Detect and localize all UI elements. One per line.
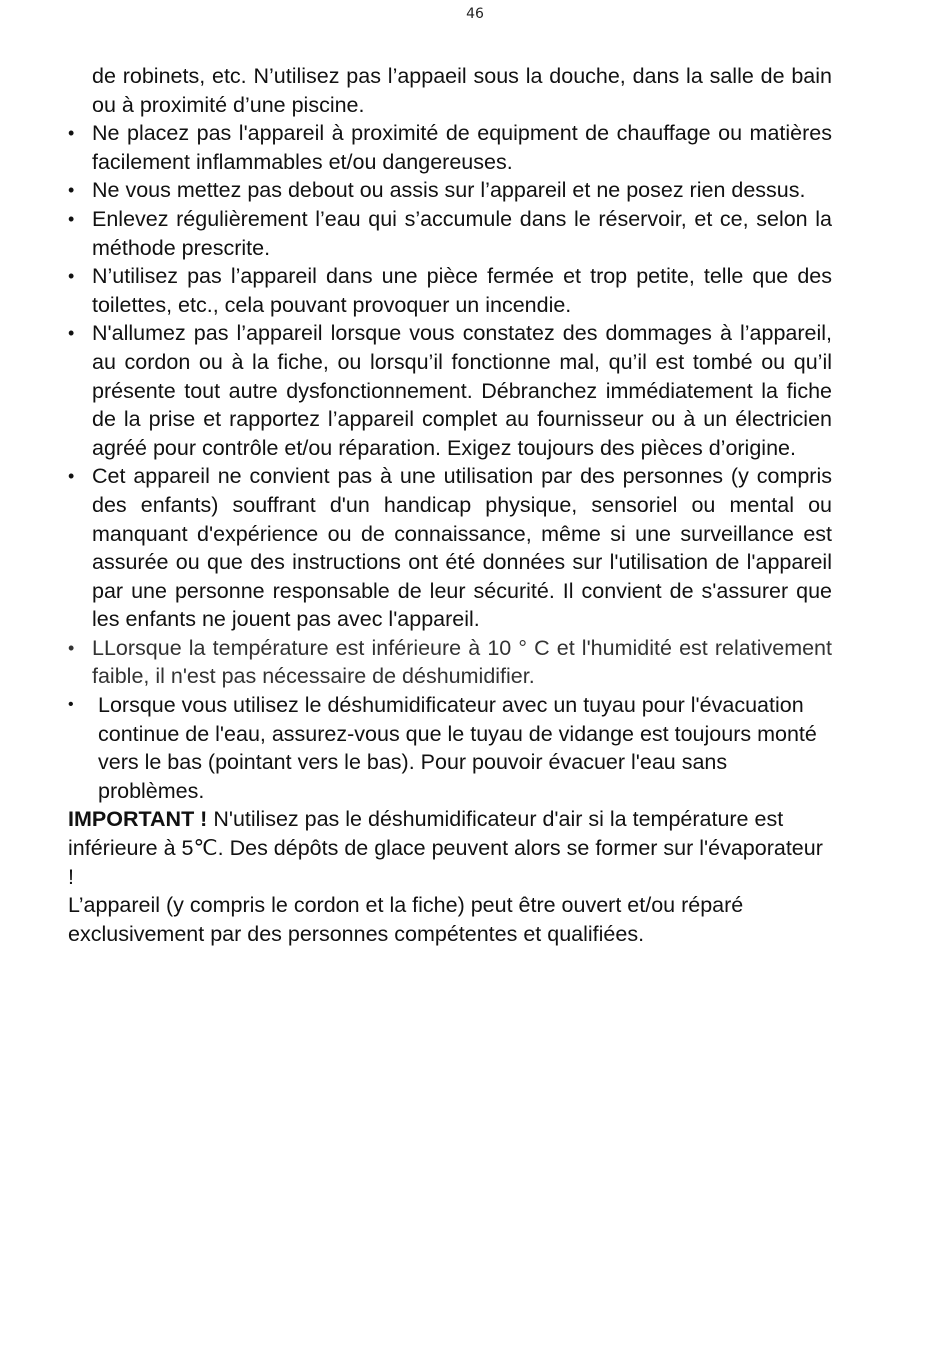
bullet-icon: •: [68, 123, 75, 144]
list-item: [68, 176, 832, 205]
document-body: [68, 62, 832, 948]
list-item-text: Cet appareil ne convient pas à une utilisation par des personnes (y compris des enfants) souffrant d'un handicap physique, sensoriel ou mental ou manquant d'expérience ou de connaissance, même si une surveillance est assurée ou que des instructions ont été données sur l'utilisation de l'appareil par une personne responsable de leur sécurité. Il convient de s'assurer que les enfants ne jouent pas avec l'appareil.: [92, 464, 832, 632]
list-item-text: Ne placez pas l'appareil à proximité de equipment de chauffage ou matières facilement inflammables et/ou dangereuses.: [92, 121, 832, 174]
bullet-icon: •: [68, 696, 74, 714]
list-item: [68, 205, 832, 262]
list-item-text: N'allumez pas l’appareil lorsque vous constatez des dommages à l’appareil, au cordon ou à la fiche, ou lorsqu’il fonctionne mal, qu’il est tombé ou qu’il présente tout autre dysfonctionnement. Débranchez immédiatement la fiche de la prise et rapportez l’appareil complet au fournisseur ou à un électricien agréé pour contrôle et/ou réparation. Exigez toujours des pièces d’origine.: [92, 321, 832, 460]
bullet-icon: •: [68, 466, 75, 487]
bullet-icon: •: [68, 266, 75, 287]
closing-note: L’appareil (y compris le cordon et la fiche) peut être ouvert et/ou réparé exclusivement par des personnes compétentes et qualifiées.: [68, 893, 744, 946]
bullet-icon: •: [68, 180, 75, 201]
list-item-text: LLorsque la température est inférieure à 10 ° C et l'humidité est relativement faible, il n'est pas nécessaire de déshumidifier.: [92, 635, 832, 689]
bullet-icon: •: [68, 323, 75, 344]
list-item: [68, 691, 832, 805]
bullet-icon: •: [68, 208, 75, 229]
list-item-text: Lorsque vous utilisez le déshumidificateur avec un tuyau pour l'évacuation continue de l'eau, assurez-vous que le tuyau de vidange est toujours monté vers le bas (pointant vers le bas). Pour pouvoir évacuer l'eau sans problèmes.: [98, 693, 817, 803]
bullet-icon: •: [68, 637, 75, 658]
important-warning: [68, 805, 832, 891]
list-item: [68, 319, 832, 462]
list-item-text: N’utilisez pas l’appareil dans une pièce fermée et trop petite, telle que des toilettes, etc., cela pouvant provoquer un incendie.: [92, 264, 832, 317]
list-item: [68, 262, 832, 319]
important-text: N'utilisez pas le déshumidificateur d'air si la température est inférieure à 5℃. Des dépôts de glace peuvent alors se former sur l'évaporateur !: [68, 807, 823, 889]
list-item: [68, 634, 832, 691]
list-item-text: Enlevez régulièrement l’eau qui s’accumule dans le réservoir, et ce, selon la méthode prescrite.: [92, 206, 832, 260]
list-item-text: Ne vous mettez pas debout ou assis sur l’appareil et ne posez rien dessus.: [92, 178, 806, 203]
list-item: [68, 119, 832, 176]
safety-instructions-list: [68, 119, 832, 805]
continuation-paragraph: de robinets, etc. N’utilisez pas l’appaeil sous la douche, dans la salle de bain ou à proximité d’une piscine.: [92, 64, 832, 117]
important-label: IMPORTANT !: [68, 807, 208, 832]
list-item: [68, 462, 832, 634]
page-number: 46: [466, 6, 484, 22]
